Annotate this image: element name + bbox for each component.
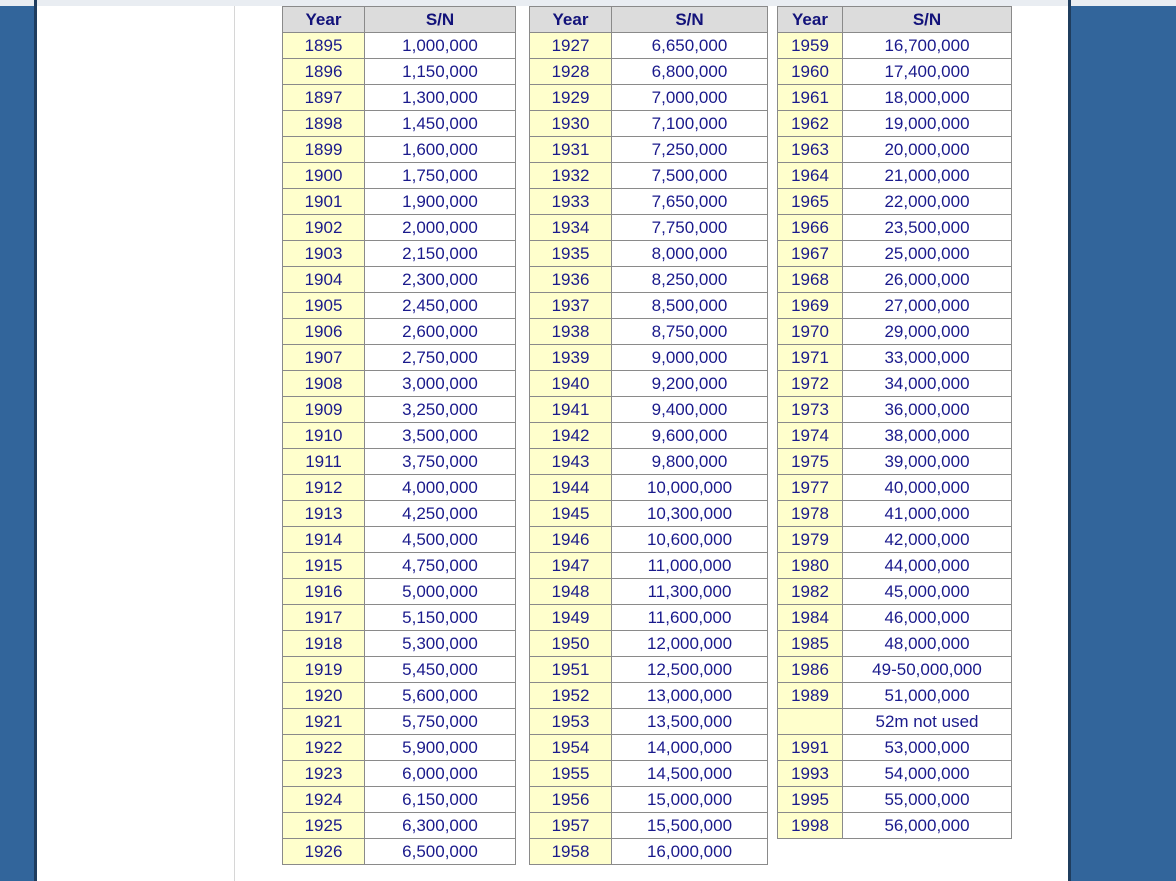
year-cell: 1977: [778, 475, 843, 501]
year-cell: 1930: [530, 111, 612, 137]
year-cell: 1906: [283, 319, 365, 345]
year-cell: 1933: [530, 189, 612, 215]
table-row: [530, 657, 768, 683]
serial-number-cell: 7,100,000: [612, 111, 768, 137]
table-row: [778, 501, 1012, 527]
year-cell: 1982: [778, 579, 843, 605]
year-cell: 1898: [283, 111, 365, 137]
table-row: [530, 59, 768, 85]
serial-number-cell: 3,250,000: [365, 397, 516, 423]
serial-number-cell: 5,450,000: [365, 657, 516, 683]
table-row: [283, 449, 516, 475]
table-row: [283, 813, 516, 839]
serial-number-table-3: [777, 6, 1012, 839]
serial-number-cell: 19,000,000: [843, 111, 1012, 137]
year-cell: 1929: [530, 85, 612, 111]
serial-number-cell: 45,000,000: [843, 579, 1012, 605]
serial-number-cell: 46,000,000: [843, 605, 1012, 631]
year-cell: 1897: [283, 85, 365, 111]
year-cell: 1936: [530, 267, 612, 293]
table-row: [778, 189, 1012, 215]
year-cell: 1915: [283, 553, 365, 579]
year-cell: 1941: [530, 397, 612, 423]
serial-number-cell: 39,000,000: [843, 449, 1012, 475]
table-row: [778, 111, 1012, 137]
table-row: [283, 605, 516, 631]
year-cell: 1970: [778, 319, 843, 345]
year-cell: 1961: [778, 85, 843, 111]
year-cell: 1903: [283, 241, 365, 267]
table-row: [283, 33, 516, 59]
table-row: [283, 475, 516, 501]
serial-number-cell: 10,600,000: [612, 527, 768, 553]
year-cell: 1905: [283, 293, 365, 319]
serial-number-cell: 10,300,000: [612, 501, 768, 527]
table-row: [778, 579, 1012, 605]
table-row: [283, 137, 516, 163]
year-cell: 1993: [778, 761, 843, 787]
year-cell: 1912: [283, 475, 365, 501]
year-cell: 1935: [530, 241, 612, 267]
serial-number-cell: 33,000,000: [843, 345, 1012, 371]
year-cell: 1928: [530, 59, 612, 85]
table-row: [283, 527, 516, 553]
year-cell: 1952: [530, 683, 612, 709]
serial-number-cell: 53,000,000: [843, 735, 1012, 761]
year-cell: 1938: [530, 319, 612, 345]
year-cell: 1950: [530, 631, 612, 657]
serial-number-cell: 7,250,000: [612, 137, 768, 163]
serial-number-cell: 1,300,000: [365, 85, 516, 111]
year-cell: 1967: [778, 241, 843, 267]
table-row: [778, 85, 1012, 111]
year-cell: 1975: [778, 449, 843, 475]
year-cell: 1917: [283, 605, 365, 631]
serial-number-cell: 2,600,000: [365, 319, 516, 345]
table-row: [283, 293, 516, 319]
year-cell: 1895: [283, 33, 365, 59]
serial-number-cell: 16,000,000: [612, 839, 768, 865]
serial-number-cell: 16,700,000: [843, 33, 1012, 59]
serial-number-cell: 8,750,000: [612, 319, 768, 345]
serial-number-cell: 4,250,000: [365, 501, 516, 527]
serial-number-cell: 7,650,000: [612, 189, 768, 215]
serial-number-cell: 20,000,000: [843, 137, 1012, 163]
serial-number-cell: 4,750,000: [365, 553, 516, 579]
year-cell: 1921: [283, 709, 365, 735]
serial-number-cell: 26,000,000: [843, 267, 1012, 293]
year-cell: 1974: [778, 423, 843, 449]
year-cell: 1945: [530, 501, 612, 527]
table-row: [530, 735, 768, 761]
table-row: [778, 59, 1012, 85]
serial-number-cell: 6,300,000: [365, 813, 516, 839]
table-row: [530, 267, 768, 293]
year-cell: 1969: [778, 293, 843, 319]
serial-number-cell: 8,500,000: [612, 293, 768, 319]
serial-number-cell: 3,500,000: [365, 423, 516, 449]
serial-number-cell: 18,000,000: [843, 85, 1012, 111]
table-row: [283, 319, 516, 345]
serial-number-cell: 4,500,000: [365, 527, 516, 553]
table-row: [530, 449, 768, 475]
table-row: [530, 605, 768, 631]
serial-number-cell: 12,500,000: [612, 657, 768, 683]
table-row: [530, 241, 768, 267]
serial-number-cell: 51,000,000: [843, 683, 1012, 709]
serial-number-cell: 9,600,000: [612, 423, 768, 449]
year-cell: 1937: [530, 293, 612, 319]
year-cell: 1909: [283, 397, 365, 423]
table-row: [283, 657, 516, 683]
table-row: [283, 59, 516, 85]
year-cell: 1978: [778, 501, 843, 527]
serial-number-cell: 25,000,000: [843, 241, 1012, 267]
year-cell: 1925: [283, 813, 365, 839]
serial-number-cell: 5,900,000: [365, 735, 516, 761]
serial-number-cell: 23,500,000: [843, 215, 1012, 241]
table-row: [778, 241, 1012, 267]
year-cell: 1943: [530, 449, 612, 475]
serial-number-cell: 56,000,000: [843, 813, 1012, 839]
serial-number-cell: 3,750,000: [365, 449, 516, 475]
serial-number-cell: 2,150,000: [365, 241, 516, 267]
serial-number-cell: 7,500,000: [612, 163, 768, 189]
serial-number-cell: 1,900,000: [365, 189, 516, 215]
year-cell: 1964: [778, 163, 843, 189]
serial-number-cell: 14,500,000: [612, 761, 768, 787]
table-row: [778, 371, 1012, 397]
year-cell: 1926: [283, 839, 365, 865]
serial-number-cell: 2,450,000: [365, 293, 516, 319]
table-header-row: [778, 7, 1012, 33]
table-row: [283, 397, 516, 423]
year-cell: 1960: [778, 59, 843, 85]
table-row: [530, 527, 768, 553]
table-row: [778, 293, 1012, 319]
table-row: [778, 449, 1012, 475]
serial-number-cell: 9,000,000: [612, 345, 768, 371]
serial-number-cell: 9,400,000: [612, 397, 768, 423]
table-row: [530, 33, 768, 59]
table-row: [778, 813, 1012, 839]
year-cell: 1899: [283, 137, 365, 163]
serial-number-cell: 38,000,000: [843, 423, 1012, 449]
table-row: [530, 215, 768, 241]
table-row: [778, 423, 1012, 449]
table-row: [283, 215, 516, 241]
table-row: [530, 839, 768, 865]
year-cell: 1946: [530, 527, 612, 553]
serial-number-cell: 11,600,000: [612, 605, 768, 631]
serial-number-cell: 8,250,000: [612, 267, 768, 293]
serial-number-cell: 1,600,000: [365, 137, 516, 163]
table-row: [778, 163, 1012, 189]
serial-number-cell: 1,750,000: [365, 163, 516, 189]
year-cell: 1916: [283, 579, 365, 605]
table-row: [530, 293, 768, 319]
sidebar-divider: [234, 6, 235, 881]
serial-number-cell: 5,750,000: [365, 709, 516, 735]
serial-number-cell: 2,300,000: [365, 267, 516, 293]
table-row: [283, 553, 516, 579]
year-cell: 1939: [530, 345, 612, 371]
serial-number-cell: 13,500,000: [612, 709, 768, 735]
year-cell: 1913: [283, 501, 365, 527]
year-cell: 1971: [778, 345, 843, 371]
page-edge-right: [1068, 0, 1071, 881]
year-cell: 1931: [530, 137, 612, 163]
year-cell: 1957: [530, 813, 612, 839]
year-cell: 1963: [778, 137, 843, 163]
table-row: [530, 163, 768, 189]
table-row: [283, 241, 516, 267]
table-header-row: [530, 7, 768, 33]
table-row: [530, 423, 768, 449]
table-row: [530, 787, 768, 813]
year-cell: 1955: [530, 761, 612, 787]
year-cell: 1927: [530, 33, 612, 59]
table-row: [778, 475, 1012, 501]
serial-number-cell: 54,000,000: [843, 761, 1012, 787]
serial-number-cell: 7,000,000: [612, 85, 768, 111]
table-row: [778, 709, 1012, 735]
serial-number-cell: 42,000,000: [843, 527, 1012, 553]
serial-number-cell: 3,000,000: [365, 371, 516, 397]
year-cell: 1998: [778, 813, 843, 839]
serial-number-cell: 6,500,000: [365, 839, 516, 865]
year-column-header: Year: [283, 7, 365, 33]
table-row: [530, 345, 768, 371]
serial-number-cell: 10,000,000: [612, 475, 768, 501]
year-cell: 1986: [778, 657, 843, 683]
serial-number-column-header: S/N: [365, 7, 516, 33]
serial-number-cell: 13,000,000: [612, 683, 768, 709]
table-row: [778, 267, 1012, 293]
serial-number-cell: 17,400,000: [843, 59, 1012, 85]
year-cell: 1918: [283, 631, 365, 657]
table-row: [778, 345, 1012, 371]
table-row: [778, 553, 1012, 579]
table-row: [283, 423, 516, 449]
serial-number-cell: 55,000,000: [843, 787, 1012, 813]
table-row: [283, 501, 516, 527]
year-column-header: Year: [778, 7, 843, 33]
year-cell: [778, 709, 843, 735]
table-row: [778, 319, 1012, 345]
table-row: [283, 579, 516, 605]
serial-number-cell: 6,000,000: [365, 761, 516, 787]
serial-number-cell: 36,000,000: [843, 397, 1012, 423]
table-row: [778, 735, 1012, 761]
serial-number-cell: 11,300,000: [612, 579, 768, 605]
serial-number-cell: 5,150,000: [365, 605, 516, 631]
year-cell: 1959: [778, 33, 843, 59]
table-row: [530, 111, 768, 137]
serial-number-cell: 1,000,000: [365, 33, 516, 59]
year-cell: 1924: [283, 787, 365, 813]
serial-number-cell: 2,000,000: [365, 215, 516, 241]
year-cell: 1973: [778, 397, 843, 423]
year-cell: 1904: [283, 267, 365, 293]
year-column-header: Year: [530, 7, 612, 33]
table-row: [778, 761, 1012, 787]
table-row: [283, 735, 516, 761]
table-row: [283, 111, 516, 137]
table-row: [530, 189, 768, 215]
year-cell: 1995: [778, 787, 843, 813]
serial-number-cell: 6,800,000: [612, 59, 768, 85]
serial-number-cell: 40,000,000: [843, 475, 1012, 501]
serial-number-cell: 21,000,000: [843, 163, 1012, 189]
table-row: [530, 475, 768, 501]
year-cell: 1966: [778, 215, 843, 241]
table-row: [283, 163, 516, 189]
table-row: [530, 683, 768, 709]
year-cell: 1896: [283, 59, 365, 85]
table-row: [778, 787, 1012, 813]
serial-number-cell: 5,000,000: [365, 579, 516, 605]
table-row: [530, 397, 768, 423]
table-row: [530, 137, 768, 163]
year-cell: 1965: [778, 189, 843, 215]
serial-number-cell: 49-50,000,000: [843, 657, 1012, 683]
table-row: [778, 631, 1012, 657]
serial-number-cell: 48,000,000: [843, 631, 1012, 657]
table-row: [283, 761, 516, 787]
table-row: [283, 267, 516, 293]
table-row: [778, 215, 1012, 241]
serial-number-cell: 27,000,000: [843, 293, 1012, 319]
serial-number-column-header: S/N: [612, 7, 768, 33]
year-cell: 1900: [283, 163, 365, 189]
serial-number-cell: 12,000,000: [612, 631, 768, 657]
serial-number-cell: 44,000,000: [843, 553, 1012, 579]
year-cell: 1908: [283, 371, 365, 397]
year-cell: 1914: [283, 527, 365, 553]
year-cell: 1920: [283, 683, 365, 709]
year-cell: 1948: [530, 579, 612, 605]
year-cell: 1940: [530, 371, 612, 397]
year-cell: 1962: [778, 111, 843, 137]
table-row: [778, 137, 1012, 163]
year-cell: 1985: [778, 631, 843, 657]
serial-number-cell: 8,000,000: [612, 241, 768, 267]
serial-number-cell: 6,150,000: [365, 787, 516, 813]
year-cell: 1951: [530, 657, 612, 683]
table-row: [530, 813, 768, 839]
year-cell: 1953: [530, 709, 612, 735]
table-row: [283, 345, 516, 371]
year-cell: 1958: [530, 839, 612, 865]
year-cell: 1944: [530, 475, 612, 501]
table-row: [530, 501, 768, 527]
year-cell: 1910: [283, 423, 365, 449]
serial-number-cell: 22,000,000: [843, 189, 1012, 215]
serial-number-cell: 1,450,000: [365, 111, 516, 137]
table-header-row: [283, 7, 516, 33]
serial-number-table-1: [282, 6, 516, 865]
serial-number-cell: 5,300,000: [365, 631, 516, 657]
table-row: [778, 33, 1012, 59]
table-row: [530, 579, 768, 605]
year-cell: 1949: [530, 605, 612, 631]
table-row: [778, 657, 1012, 683]
year-cell: 1991: [778, 735, 843, 761]
serial-number-cell: 41,000,000: [843, 501, 1012, 527]
serial-number-cell: 34,000,000: [843, 371, 1012, 397]
year-cell: 1902: [283, 215, 365, 241]
year-cell: 1984: [778, 605, 843, 631]
serial-number-cell: 15,000,000: [612, 787, 768, 813]
table-row: [778, 605, 1012, 631]
table-row: [530, 371, 768, 397]
table-row: [283, 683, 516, 709]
serial-number-cell: 9,200,000: [612, 371, 768, 397]
year-cell: 1911: [283, 449, 365, 475]
table-row: [283, 85, 516, 111]
table-row: [283, 371, 516, 397]
year-cell: 1923: [283, 761, 365, 787]
year-cell: 1947: [530, 553, 612, 579]
table-row: [283, 189, 516, 215]
table-row: [530, 85, 768, 111]
table-row: [530, 709, 768, 735]
year-cell: 1956: [530, 787, 612, 813]
year-cell: 1972: [778, 371, 843, 397]
table-row: [778, 683, 1012, 709]
serial-number-cell: 1,150,000: [365, 59, 516, 85]
table-row: [530, 761, 768, 787]
table-row: [530, 631, 768, 657]
serial-number-cell: 29,000,000: [843, 319, 1012, 345]
serial-number-cell: 52m not used: [843, 709, 1012, 735]
serial-number-table-2: [529, 6, 768, 865]
year-cell: 1954: [530, 735, 612, 761]
table-row: [530, 319, 768, 345]
year-cell: 1968: [778, 267, 843, 293]
serial-number-cell: 14,000,000: [612, 735, 768, 761]
serial-number-cell: 9,800,000: [612, 449, 768, 475]
table-row: [283, 839, 516, 865]
table-row: [530, 553, 768, 579]
year-cell: 1907: [283, 345, 365, 371]
serial-number-cell: 4,000,000: [365, 475, 516, 501]
table-row: [778, 527, 1012, 553]
year-cell: 1932: [530, 163, 612, 189]
year-cell: 1942: [530, 423, 612, 449]
serial-number-cell: 2,750,000: [365, 345, 516, 371]
year-cell: 1919: [283, 657, 365, 683]
year-cell: 1980: [778, 553, 843, 579]
serial-number-cell: 5,600,000: [365, 683, 516, 709]
table-row: [778, 397, 1012, 423]
serial-number-cell: 6,650,000: [612, 33, 768, 59]
year-cell: 1934: [530, 215, 612, 241]
year-cell: 1922: [283, 735, 365, 761]
year-cell: 1901: [283, 189, 365, 215]
table-row: [283, 787, 516, 813]
serial-number-cell: 15,500,000: [612, 813, 768, 839]
table-row: [283, 631, 516, 657]
year-cell: 1979: [778, 527, 843, 553]
serial-number-cell: 11,000,000: [612, 553, 768, 579]
serial-number-column-header: S/N: [843, 7, 1012, 33]
table-row: [283, 709, 516, 735]
serial-number-cell: 7,750,000: [612, 215, 768, 241]
year-cell: 1989: [778, 683, 843, 709]
